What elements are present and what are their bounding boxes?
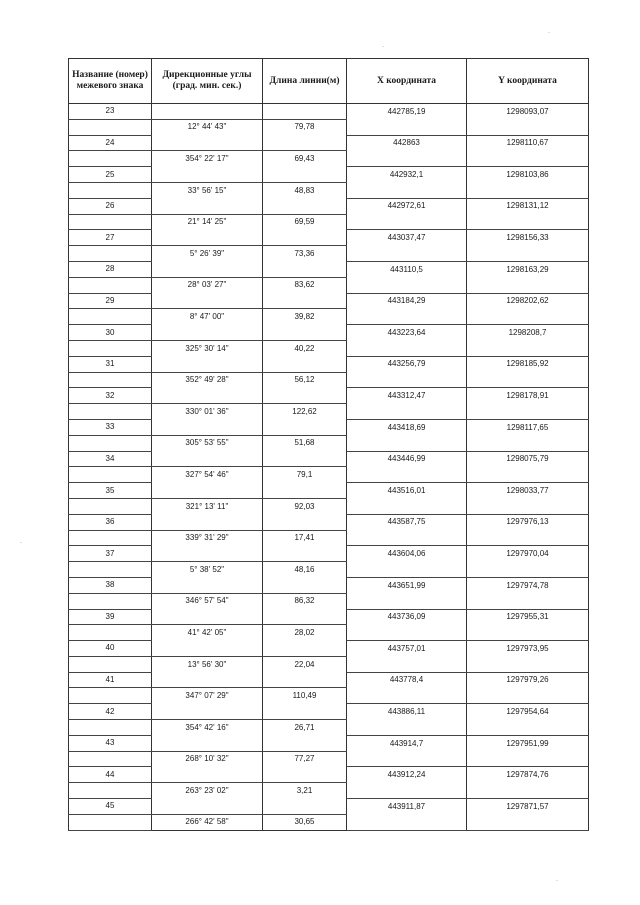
line-length: 122,62 [263, 404, 347, 420]
empty-cell [263, 577, 347, 593]
empty-cell [263, 735, 347, 751]
table-row [69, 435, 589, 451]
scan-speck: · [548, 30, 550, 37]
empty-cell [347, 246, 467, 262]
empty-cell [152, 230, 263, 246]
empty-cell [152, 388, 263, 404]
y-coordinate: 1298103,86 [467, 167, 589, 183]
x-coordinate: 443914,7 [347, 735, 467, 751]
y-coordinate: 1298117,65 [467, 419, 589, 435]
line-length: 69,43 [263, 151, 347, 167]
boundary-mark-number: 26 [69, 198, 152, 214]
empty-cell [467, 246, 589, 262]
boundary-mark-number: 45 [69, 799, 152, 815]
y-coordinate: 1298075,79 [467, 451, 589, 467]
line-length: 48,16 [263, 562, 347, 578]
table-row [69, 704, 589, 720]
table-row [69, 688, 589, 704]
table-row [69, 656, 589, 672]
empty-cell [347, 151, 467, 167]
empty-cell [347, 498, 467, 514]
line-length: 3,21 [263, 783, 347, 799]
directional-angle: 13° 56' 30" [152, 656, 263, 672]
empty-cell [347, 814, 467, 830]
line-length: 79,78 [263, 119, 347, 135]
y-coordinate: 1298163,29 [467, 261, 589, 277]
directional-angle: 305° 53' 55" [152, 435, 263, 451]
empty-cell [69, 720, 152, 736]
y-coordinate: 1298202,62 [467, 293, 589, 309]
header-line-length: Длина линии(м) [263, 59, 347, 104]
empty-cell [152, 483, 263, 499]
empty-cell [347, 214, 467, 230]
y-coordinate: 1298185,92 [467, 356, 589, 372]
x-coordinate: 443256,79 [347, 356, 467, 372]
empty-cell [467, 277, 589, 293]
table-row [69, 514, 589, 530]
empty-cell [263, 451, 347, 467]
empty-cell [347, 340, 467, 356]
empty-cell [347, 751, 467, 767]
table-row [69, 372, 589, 388]
boundary-mark-number: 42 [69, 704, 152, 720]
table-row [69, 467, 589, 483]
directional-angle: 41° 42' 05" [152, 625, 263, 641]
boundary-mark-number: 41 [69, 672, 152, 688]
empty-cell [263, 641, 347, 657]
table-row [69, 151, 589, 167]
directional-angle: 21° 14' 25" [152, 214, 263, 230]
table-row [69, 214, 589, 230]
empty-cell [152, 198, 263, 214]
scan-speck: · [382, 44, 384, 51]
x-coordinate: 443516,01 [347, 483, 467, 499]
empty-cell [69, 814, 152, 830]
x-coordinate: 443778,4 [347, 672, 467, 688]
empty-cell [152, 135, 263, 151]
x-coordinate: 442863 [347, 135, 467, 151]
empty-cell [467, 435, 589, 451]
header-y-coordinate: Y координата [467, 59, 589, 104]
table-row [69, 119, 589, 135]
empty-cell [152, 261, 263, 277]
table-row [69, 135, 589, 151]
empty-cell [467, 309, 589, 325]
x-coordinate: 443912,24 [347, 767, 467, 783]
table-row [69, 672, 589, 688]
empty-cell [263, 483, 347, 499]
empty-cell [467, 214, 589, 230]
table-row [69, 783, 589, 799]
boundary-mark-number: 27 [69, 230, 152, 246]
empty-cell [467, 720, 589, 736]
empty-cell [69, 214, 152, 230]
table-row [69, 799, 589, 815]
empty-cell [467, 119, 589, 135]
directional-angle: 346° 57' 54" [152, 593, 263, 609]
empty-cell [152, 704, 263, 720]
empty-cell [263, 135, 347, 151]
empty-cell [347, 530, 467, 546]
empty-cell [69, 340, 152, 356]
empty-cell [152, 799, 263, 815]
empty-cell [69, 277, 152, 293]
y-coordinate: 1298131,12 [467, 198, 589, 214]
y-coordinate: 1297955,31 [467, 609, 589, 625]
empty-cell [467, 467, 589, 483]
table-row [69, 356, 589, 372]
line-length: 26,71 [263, 720, 347, 736]
empty-cell [347, 625, 467, 641]
empty-cell [69, 119, 152, 135]
header-x-coordinate: X координата [347, 59, 467, 104]
x-coordinate: 442785,19 [347, 104, 467, 120]
line-length: 28,02 [263, 625, 347, 641]
boundary-mark-number: 29 [69, 293, 152, 309]
table-row [69, 325, 589, 341]
directional-angle: 354° 42' 16" [152, 720, 263, 736]
empty-cell [152, 609, 263, 625]
x-coordinate: 443446,99 [347, 451, 467, 467]
empty-cell [263, 388, 347, 404]
table-row [69, 530, 589, 546]
empty-cell [152, 356, 263, 372]
empty-cell [69, 309, 152, 325]
empty-cell [467, 625, 589, 641]
empty-cell [347, 688, 467, 704]
directional-angle: 8° 47' 00" [152, 309, 263, 325]
empty-cell [152, 514, 263, 530]
empty-cell [467, 688, 589, 704]
x-coordinate: 443110,5 [347, 261, 467, 277]
table-row [69, 814, 589, 830]
boundary-mark-number: 43 [69, 735, 152, 751]
empty-cell [263, 799, 347, 815]
boundary-mark-number: 32 [69, 388, 152, 404]
empty-cell [263, 325, 347, 341]
line-length: 92,03 [263, 498, 347, 514]
empty-cell [467, 562, 589, 578]
x-coordinate: 443587,75 [347, 514, 467, 530]
directional-angle: 266° 42' 58" [152, 814, 263, 830]
directional-angle: 339° 31' 29" [152, 530, 263, 546]
empty-cell [152, 735, 263, 751]
empty-cell [347, 593, 467, 609]
boundary-mark-number: 25 [69, 167, 152, 183]
empty-cell [347, 720, 467, 736]
empty-cell [467, 340, 589, 356]
y-coordinate: 1297974,78 [467, 577, 589, 593]
empty-cell [263, 230, 347, 246]
table-row [69, 230, 589, 246]
empty-cell [263, 704, 347, 720]
empty-cell [263, 672, 347, 688]
empty-cell [263, 104, 347, 120]
boundary-mark-number: 23 [69, 104, 152, 120]
line-length: 48,83 [263, 182, 347, 198]
empty-cell [263, 767, 347, 783]
empty-cell [69, 404, 152, 420]
empty-cell [467, 593, 589, 609]
line-length: 86,32 [263, 593, 347, 609]
directional-angle: 327° 54' 46" [152, 467, 263, 483]
table-row [69, 498, 589, 514]
line-length: 83,62 [263, 277, 347, 293]
empty-cell [152, 672, 263, 688]
table-row [69, 419, 589, 435]
empty-cell [69, 246, 152, 262]
empty-cell [263, 356, 347, 372]
directional-angle: 263° 23' 02" [152, 783, 263, 799]
empty-cell [69, 688, 152, 704]
empty-cell [152, 104, 263, 120]
directional-angle: 5° 38' 52" [152, 562, 263, 578]
boundary-mark-number: 40 [69, 641, 152, 657]
table-row [69, 593, 589, 609]
empty-cell [347, 309, 467, 325]
empty-cell [347, 182, 467, 198]
y-coordinate: 1297951,99 [467, 735, 589, 751]
directional-angle: 12° 44' 43" [152, 119, 263, 135]
empty-cell [347, 467, 467, 483]
scan-speck: · [20, 540, 22, 547]
y-coordinate: 1297979,26 [467, 672, 589, 688]
empty-cell [347, 404, 467, 420]
header-directional-angles: Дирекционные углы (град. мин. сек.) [152, 59, 263, 104]
empty-cell [152, 577, 263, 593]
empty-cell [347, 277, 467, 293]
directional-angle: 33° 56' 15" [152, 182, 263, 198]
x-coordinate: 443037,47 [347, 230, 467, 246]
directional-angle: 354° 22' 17" [152, 151, 263, 167]
scan-speck: · [556, 878, 558, 885]
directional-angle: 330° 01' 36" [152, 404, 263, 420]
empty-cell [69, 593, 152, 609]
boundary-mark-number: 37 [69, 546, 152, 562]
table-row [69, 104, 589, 120]
table-row [69, 261, 589, 277]
empty-cell [152, 451, 263, 467]
empty-cell [347, 562, 467, 578]
x-coordinate: 443418,69 [347, 419, 467, 435]
table-body [69, 104, 589, 831]
boundary-mark-number: 38 [69, 577, 152, 593]
directional-angle: 268° 10' 32" [152, 751, 263, 767]
table-row [69, 404, 589, 420]
y-coordinate: 1298110,67 [467, 135, 589, 151]
empty-cell [467, 751, 589, 767]
empty-cell [467, 530, 589, 546]
directional-angle: 28° 03' 27" [152, 277, 263, 293]
empty-cell [263, 609, 347, 625]
y-coordinate: 1298093,07 [467, 104, 589, 120]
empty-cell [347, 435, 467, 451]
y-coordinate: 1298178,91 [467, 388, 589, 404]
table-row [69, 340, 589, 356]
directional-angle: 347° 07' 29" [152, 688, 263, 704]
x-coordinate: 443911,87 [347, 799, 467, 815]
boundary-coordinates-table [68, 58, 589, 831]
empty-cell [467, 814, 589, 830]
boundary-mark-number: 34 [69, 451, 152, 467]
empty-cell [347, 656, 467, 672]
table-row [69, 625, 589, 641]
line-length: 51,68 [263, 435, 347, 451]
y-coordinate: 1298208,7 [467, 325, 589, 341]
line-length: 110,49 [263, 688, 347, 704]
line-length: 73,36 [263, 246, 347, 262]
empty-cell [152, 325, 263, 341]
table-row [69, 198, 589, 214]
table-row [69, 751, 589, 767]
x-coordinate: 443312,47 [347, 388, 467, 404]
empty-cell [467, 151, 589, 167]
x-coordinate: 443223,64 [347, 325, 467, 341]
boundary-mark-number: 36 [69, 514, 152, 530]
empty-cell [347, 119, 467, 135]
line-length: 77,27 [263, 751, 347, 767]
table-row [69, 277, 589, 293]
empty-cell [263, 419, 347, 435]
table-row [69, 767, 589, 783]
x-coordinate: 443886,11 [347, 704, 467, 720]
table-row [69, 483, 589, 499]
table-row [69, 562, 589, 578]
empty-cell [69, 435, 152, 451]
empty-cell [69, 467, 152, 483]
empty-cell [69, 182, 152, 198]
empty-cell [263, 546, 347, 562]
empty-cell [263, 198, 347, 214]
line-length: 17,41 [263, 530, 347, 546]
empty-cell [467, 783, 589, 799]
y-coordinate: 1297954,64 [467, 704, 589, 720]
x-coordinate: 443651,99 [347, 577, 467, 593]
empty-cell [347, 372, 467, 388]
empty-cell [467, 656, 589, 672]
x-coordinate: 443604,06 [347, 546, 467, 562]
empty-cell [69, 656, 152, 672]
directional-angle: 321° 13' 11" [152, 498, 263, 514]
boundary-mark-number: 33 [69, 419, 152, 435]
empty-cell [263, 261, 347, 277]
empty-cell [347, 783, 467, 799]
table-row [69, 246, 589, 262]
empty-cell [467, 404, 589, 420]
table-row [69, 167, 589, 183]
boundary-mark-number: 35 [69, 483, 152, 499]
empty-cell [263, 167, 347, 183]
empty-cell [467, 182, 589, 198]
y-coordinate: 1297874,76 [467, 767, 589, 783]
line-length: 30,65 [263, 814, 347, 830]
boundary-mark-number: 30 [69, 325, 152, 341]
line-length: 79,1 [263, 467, 347, 483]
x-coordinate: 443757,01 [347, 641, 467, 657]
empty-cell [69, 372, 152, 388]
empty-cell [152, 546, 263, 562]
empty-cell [69, 625, 152, 641]
empty-cell [69, 751, 152, 767]
empty-cell [152, 419, 263, 435]
empty-cell [152, 767, 263, 783]
y-coordinate: 1297871,57 [467, 799, 589, 815]
y-coordinate: 1298033,77 [467, 483, 589, 499]
table-header-row [69, 59, 589, 104]
table-row [69, 309, 589, 325]
empty-cell [152, 167, 263, 183]
table-row [69, 609, 589, 625]
table-row [69, 735, 589, 751]
boundary-mark-number: 31 [69, 356, 152, 372]
empty-cell [467, 372, 589, 388]
line-length: 40,22 [263, 340, 347, 356]
line-length: 56,12 [263, 372, 347, 388]
empty-cell [69, 498, 152, 514]
table-row [69, 720, 589, 736]
x-coordinate: 443736,09 [347, 609, 467, 625]
empty-cell [69, 151, 152, 167]
x-coordinate: 442972,61 [347, 198, 467, 214]
directional-angle: 325° 30' 14" [152, 340, 263, 356]
table-row [69, 451, 589, 467]
header-boundary-mark: Название (номер) межевого знака [69, 59, 152, 104]
empty-cell [152, 293, 263, 309]
boundary-mark-number: 39 [69, 609, 152, 625]
empty-cell [263, 293, 347, 309]
table-row [69, 293, 589, 309]
line-length: 39,82 [263, 309, 347, 325]
empty-cell [467, 498, 589, 514]
empty-cell [69, 530, 152, 546]
line-length: 69,59 [263, 214, 347, 230]
table-row [69, 388, 589, 404]
table-row [69, 577, 589, 593]
empty-cell [69, 562, 152, 578]
directional-angle: 5° 26' 39" [152, 246, 263, 262]
table-row [69, 182, 589, 198]
empty-cell [152, 641, 263, 657]
table-row [69, 546, 589, 562]
y-coordinate: 1297973,95 [467, 641, 589, 657]
y-coordinate: 1297970,04 [467, 546, 589, 562]
directional-angle: 352° 49' 28" [152, 372, 263, 388]
empty-cell [69, 783, 152, 799]
boundary-mark-number: 28 [69, 261, 152, 277]
line-length: 22,04 [263, 656, 347, 672]
x-coordinate: 443184,29 [347, 293, 467, 309]
y-coordinate: 1297976,13 [467, 514, 589, 530]
boundary-mark-number: 44 [69, 767, 152, 783]
y-coordinate: 1298156,33 [467, 230, 589, 246]
table-row [69, 641, 589, 657]
x-coordinate: 442932,1 [347, 167, 467, 183]
boundary-mark-number: 24 [69, 135, 152, 151]
empty-cell [263, 514, 347, 530]
